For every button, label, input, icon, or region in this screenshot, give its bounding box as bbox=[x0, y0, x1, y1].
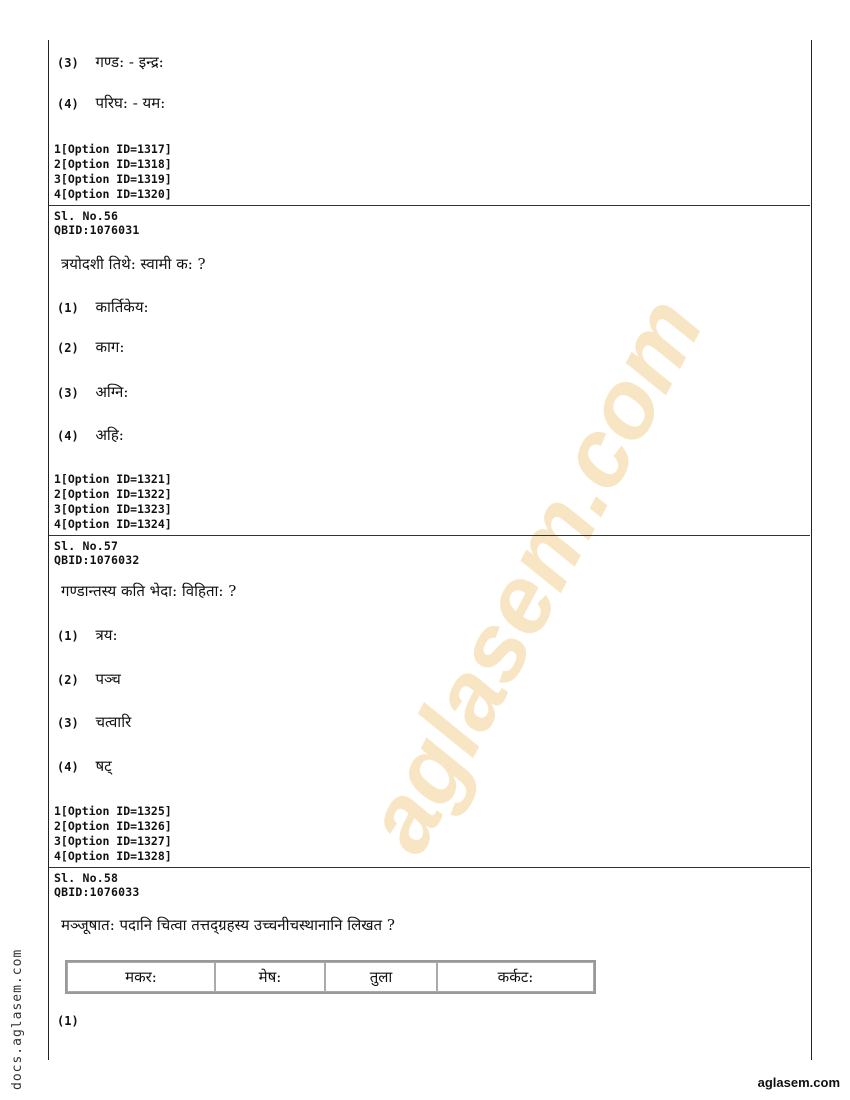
option-number: (3) bbox=[57, 56, 79, 70]
option-3 bbox=[57, 712, 131, 732]
option-id: 2[Option ID=1322] bbox=[54, 487, 172, 501]
option-number: (3) bbox=[57, 716, 79, 730]
option-text: गण्ड: - इन्द्र: bbox=[95, 53, 164, 71]
question-text: त्रयोदशी तिथे: स्वामी क: ? bbox=[61, 255, 206, 273]
qbid: QBID:1076032 bbox=[54, 553, 140, 567]
option-text: कार्तिकेय: bbox=[95, 298, 149, 316]
option-4 bbox=[57, 93, 165, 113]
word-box-table bbox=[65, 960, 596, 994]
option-id: 1[Option ID=1321] bbox=[54, 472, 172, 486]
option-1 bbox=[57, 297, 149, 317]
option-text: अग्नि: bbox=[95, 383, 129, 401]
option-2 bbox=[57, 337, 124, 357]
option-text: अहि: bbox=[95, 426, 124, 444]
option-3 bbox=[57, 52, 164, 72]
option-number: (1) bbox=[57, 629, 79, 643]
option-id: 1[Option ID=1317] bbox=[54, 142, 172, 156]
question-block-56 bbox=[49, 206, 810, 534]
serial-number: Sl. No.56 bbox=[54, 209, 119, 223]
option-2 bbox=[57, 669, 121, 689]
option-id: 1[Option ID=1325] bbox=[54, 804, 172, 818]
option-number: (3) bbox=[57, 386, 79, 400]
watermark: aglasem.com bbox=[343, 281, 724, 869]
question-block-continued bbox=[49, 40, 810, 204]
option-4 bbox=[57, 425, 124, 445]
option-number: (1) bbox=[57, 1014, 79, 1028]
option-id-list bbox=[54, 472, 172, 532]
option-1 bbox=[57, 625, 118, 645]
question-block-57 bbox=[49, 536, 810, 866]
option-text: पञ्च bbox=[95, 670, 121, 688]
question-block-58 bbox=[49, 868, 810, 1060]
option-text: चत्वारि bbox=[95, 713, 132, 731]
option-id-list bbox=[54, 142, 172, 202]
serial-number: Sl. No.58 bbox=[54, 871, 119, 885]
option-4 bbox=[57, 756, 112, 776]
option-id: 2[Option ID=1326] bbox=[54, 819, 172, 833]
option-text: षट् bbox=[95, 757, 112, 775]
option-number: (2) bbox=[57, 673, 79, 687]
option-text: परिघ: - यम: bbox=[95, 94, 166, 112]
option-id: 4[Option ID=1324] bbox=[54, 517, 172, 531]
footer-brand: aglasem.com bbox=[757, 1075, 840, 1090]
table-cell: कर्कट: bbox=[437, 962, 594, 992]
question-text: मञ्जूषात: पदानि चित्वा तत्तद्ग्रहस्य उच्चनीचस्थानानि लिखत ? bbox=[61, 916, 395, 934]
option-number: (4) bbox=[57, 429, 79, 443]
side-url-text: docs.aglasem.com bbox=[10, 948, 25, 1090]
qbid: QBID:1076033 bbox=[54, 885, 140, 899]
qbid: QBID:1076031 bbox=[54, 223, 140, 237]
option-text: काग: bbox=[95, 338, 125, 356]
option-text: त्रय: bbox=[95, 626, 118, 644]
option-id: 3[Option ID=1323] bbox=[54, 502, 172, 516]
option-id: 3[Option ID=1327] bbox=[54, 834, 172, 848]
serial-number: Sl. No.57 bbox=[54, 539, 119, 553]
option-id-list bbox=[54, 804, 172, 864]
question-text: गण्डान्तस्य कति भेदा: विहिता: ? bbox=[61, 582, 237, 600]
option-id: 4[Option ID=1328] bbox=[54, 849, 172, 863]
option-id: 3[Option ID=1319] bbox=[54, 172, 172, 186]
table-cell: मकर: bbox=[67, 962, 215, 992]
option-3 bbox=[57, 382, 128, 402]
table-cell: मेष: bbox=[215, 962, 325, 992]
option-id: 4[Option ID=1320] bbox=[54, 187, 172, 201]
option-number: (1) bbox=[57, 301, 79, 315]
option-number: (4) bbox=[57, 97, 79, 111]
option-id: 2[Option ID=1318] bbox=[54, 157, 172, 171]
option-number: (4) bbox=[57, 760, 79, 774]
table-cell: तुला bbox=[325, 962, 437, 992]
option-number: (2) bbox=[57, 341, 79, 355]
option-1 bbox=[57, 1011, 91, 1029]
